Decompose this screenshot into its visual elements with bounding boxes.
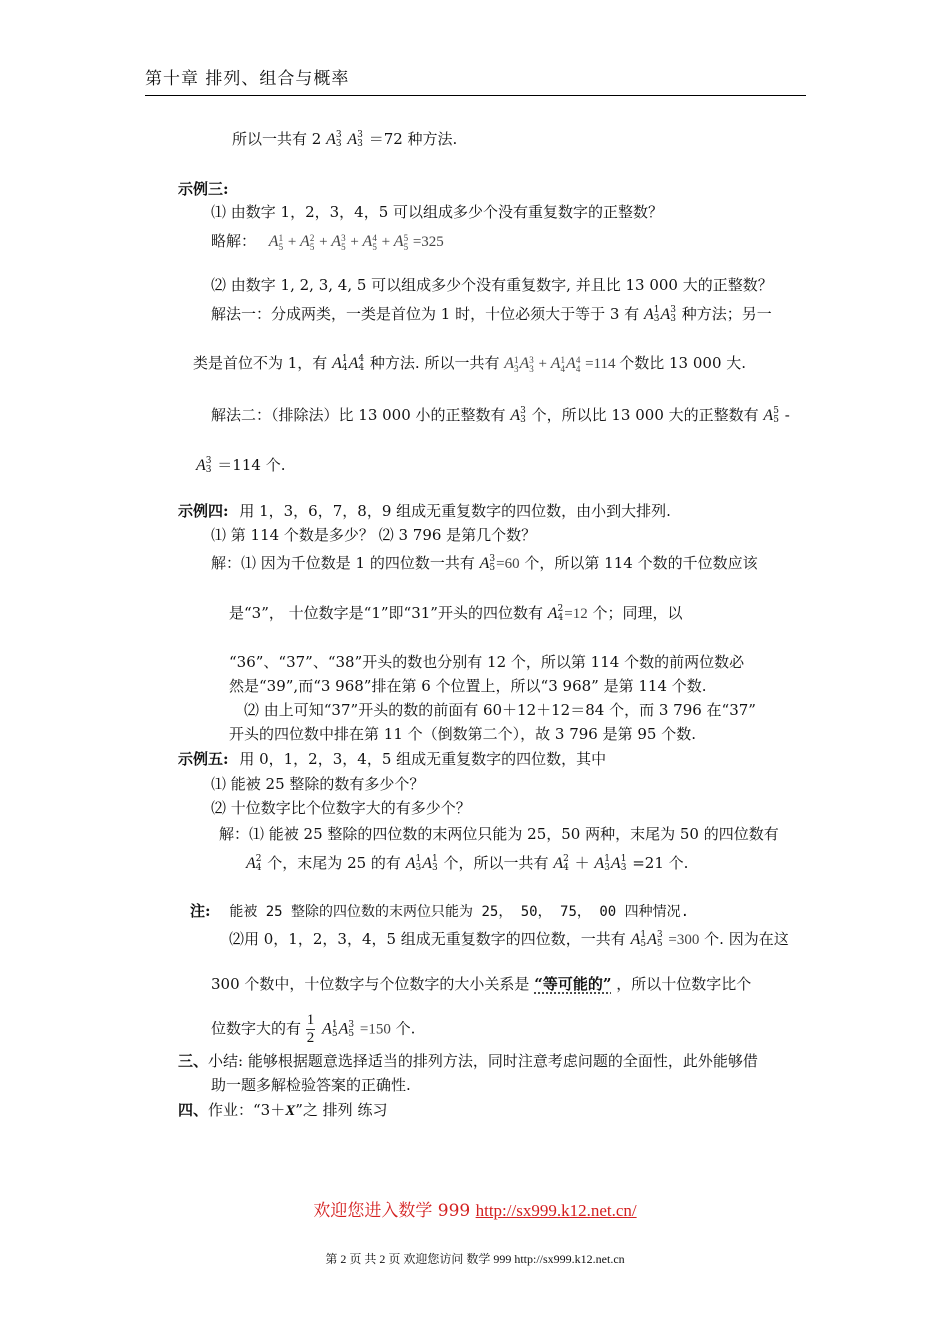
example-4-questions: ⑴ 第 114 个数是多少？ ⑵ 3 796 是第几个数？	[211, 526, 537, 544]
summary-line-1: 三、小结: 能够根据题意选择适当的排列方法，同时注意考虑问题的全面性，此外能够借	[178, 1052, 758, 1070]
homework-line: 四、作业：“3＋X”之 排列 练习	[178, 1101, 388, 1119]
example-5-solution-1-cont: A 2 4 个，末尾为 25 的有 A 1 3 A 1 3 个，所以一共有 A 2 4 ＋ A 1 3 A 1 3 =21 个.	[246, 854, 689, 873]
example-4-solution-2: 是“3”， 十位数字是“1”即“31”开头的四位数有 A 2 4 =12 个；同理，以	[229, 604, 683, 623]
summary-line-2: 助一题多解检验答案的正确性.	[211, 1076, 411, 1094]
example-3-method-2-result: A 3 3 ＝114 个.	[196, 456, 286, 475]
example-3-question-2: ⑵ 由数字 1, 2, 3, 4, 5 可以组成多少个没有重复数字, 并且比 13 000 大的正整数？	[211, 276, 773, 294]
example-5-question-2: ⑵ 十位数字比个位数字大的有多少个？	[211, 799, 471, 817]
example-5-solution-2-result: 位数字大的有 $\frac{1}{2}$ A 1 5 A 3 5 =150 个.	[211, 1012, 416, 1046]
footer-welcome-link[interactable]: 欢迎您进入数学 999 http://sx999.k12.net.cn/	[313, 1201, 637, 1221]
example-3-title: 示例三:	[178, 180, 229, 198]
example-5-solution-1: 解：⑴ 能被 25 整除的四位数的末两位只能为 25，50 两种，末尾为 50 的四位数有	[219, 825, 779, 843]
example-4-solution-3: “36”、“37”、“38”开头的数也分别有 12 个，所以第 114 个数的前两位数必	[229, 653, 745, 671]
example-4-solution-5: ⑵ 由上可知“37”开头的数的前面有 60＋12＋12＝84 个，而 3 796 在“37”	[244, 701, 756, 719]
example-3-method-2: 解法二：（排除法）比 13 000 小的正整数有 A 3 3 个，所以比 13 000 大的正整数有 A 5 5 -	[211, 406, 790, 425]
example-3-question-1: ⑴ 由数字 1，2，3，4，5 可以组成多少个没有重复数字的正整数？	[211, 203, 664, 221]
example-3-method-1-cont: 类是首位不为 1，有 A 1 4 A 4 4 种方法. 所以一共有 A 1 3 A 3 3 + A 1 4 A 4 4 =114 个数比 13 000 大.	[193, 354, 747, 374]
example-5-question-1: ⑴ 能被 25 整除的数有多少个？	[211, 775, 425, 793]
example-3-solution-brief: 略解： A 1 5 + A 2 5 + A 3 5 + A 4 5 + A 5 5 =325	[211, 232, 444, 252]
example-3-method-1: 解法一：分成两类，一类是首位为 1 时，十位必须大于等于 3 有 A 1 3 A 3 3 种方法；另一	[211, 305, 772, 324]
page-footer: 第 2 页 共 2 页 欢迎您访问 数学 999 http://sx999.k12.net.cn	[325, 1252, 625, 1266]
note-line: 注: 能被 25 整除的四位数的末两位只能为 25， 50， 75， 00 四种情况.	[190, 902, 690, 920]
example-4-statement: 示例四: 用 1，3，6，7，8，9 组成无重复数字的四位数，由小到大排列.	[178, 502, 671, 520]
example-5-solution-2: ⑵用 0，1，2，3，4，5 组成无重复数字的四位数，一共有 A 1 5 A 3 5 =300 个. 因为在这	[229, 930, 789, 949]
example-5-statement: 示例五: 用 0，1，2，3，4，5 组成无重复数字的四位数，其中	[178, 750, 607, 768]
example-5-solution-2-cont: 300 个数中，十位数字与个位数字的大小关系是 “等可能的” ，所以十位数字比个	[211, 975, 752, 993]
chapter-header: 第十章 排列、组合与概率	[145, 64, 806, 96]
example-4-solution-1: 解：⑴ 因为千位数是 1 的四位数一共有 A 3 5 =60 个，所以第 114 个数的千位数应该	[211, 554, 758, 573]
example-4-solution-6: 开头的四位数中排在第 11 个（倒数第二个），故 3 796 是第 95 个数.	[229, 725, 696, 743]
example-4-solution-4: 然是“39”,而“3 968”排在第 6 个位置上，所以“3 968” 是第 114 个数.	[229, 677, 707, 695]
text-line: 所以一共有 2 A 3 3 A 3 3 ＝72 种方法.	[232, 130, 458, 149]
